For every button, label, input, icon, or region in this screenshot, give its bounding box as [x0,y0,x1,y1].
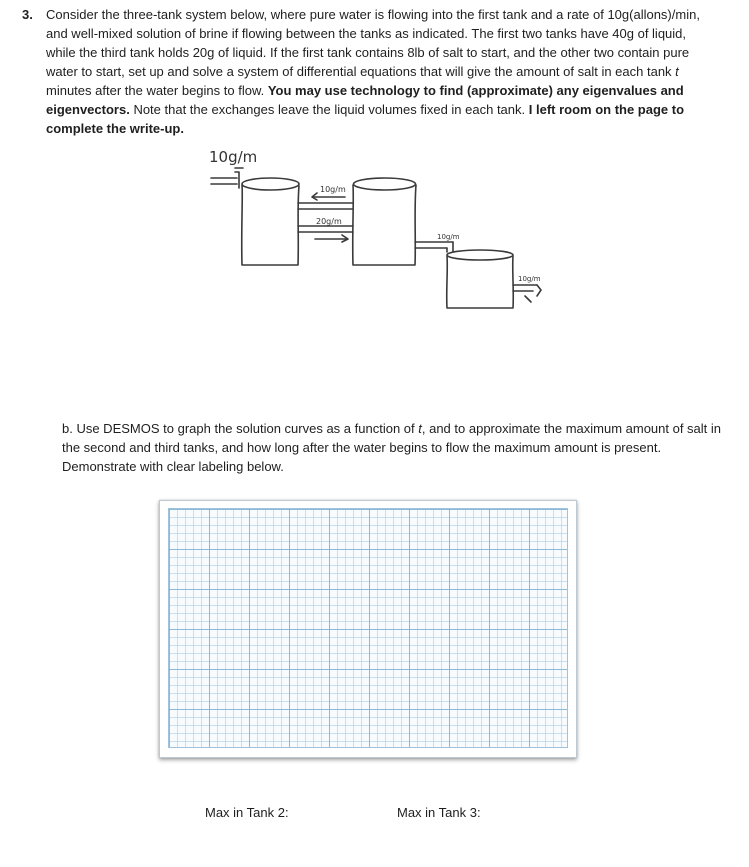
three-tank-diagram [195,140,575,325]
outflow-rate-label: 10g/m [518,275,541,283]
problem-text-2: minutes after the water begins to flow. [46,83,268,98]
problem-bold-room: I left room on the page to complete the write-up. [46,102,685,136]
part-b-text-2: , and to approximate the maximum amount of salt in the second and third tanks, and how long after the water begins to flow the maximum amount is present. Demonstrate with clear labeling below. [62,421,722,474]
graph-paper-grid [168,508,568,748]
problem-text-3: Note that the exchanges leave the liquid volumes fixed in each tank. [129,102,529,117]
problem-statement [46,5,718,138]
max-tank-3-label: Max in Tank 3: [397,805,481,820]
problem-text-1: Consider the three-tank system below, where pure water is flowing into the first tank and a rate of 10g(allons)/min, and well-mixed solution of brine if flowing between the tanks as indicated. The first two tanks have 40g of liquid, while the third tank holds 20g of liquid. If the first tank contains 8lb of salt to start, and the other two contain pure water to start, set up and solve a system of differential equations that will give the amount of salt in each tank [46,7,700,79]
max-tank-2-label: Max in Tank 2: [205,805,289,820]
problem-bold-technology: You may use technology to find (approximate) any eigenvalues and eigenvectors. [46,83,684,117]
part-b-instructions [62,419,722,476]
problem-italic-t: t [675,64,679,79]
flow-2-to-1-label: 10g/m [320,185,346,194]
flow-2-to-3-label: 10g/m [437,233,460,241]
problem-number: 3. [22,7,33,22]
part-b-italic-t: t [418,421,422,436]
inflow-rate-label: 10g/m [209,148,258,166]
part-b-text-1: b. Use DESMOS to graph the solution curves as a function of [62,421,419,436]
graph-paper-frame [159,500,577,758]
flow-1-to-2-label: 20g/m [316,217,342,226]
